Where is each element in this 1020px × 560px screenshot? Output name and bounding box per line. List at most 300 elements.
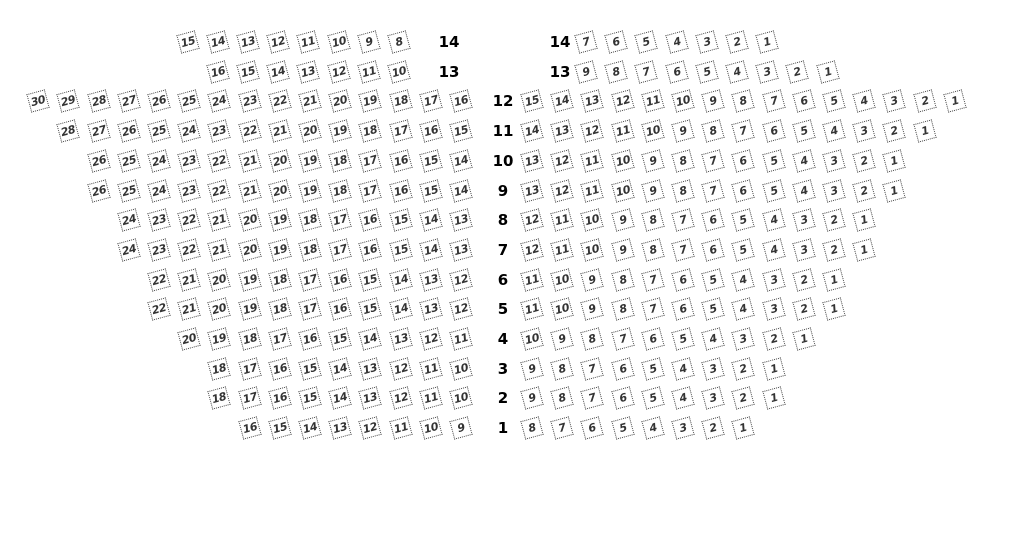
seat[interactable]: 2 [702, 416, 725, 439]
seat[interactable]: 12 [359, 416, 382, 439]
seat[interactable]: 1 [913, 119, 936, 142]
seat[interactable]: 18 [208, 387, 231, 410]
seat[interactable]: 15 [520, 90, 543, 113]
seat[interactable]: 8 [551, 357, 574, 380]
seat[interactable]: 14 [329, 387, 352, 410]
seat[interactable]: 7 [611, 327, 634, 350]
seat[interactable]: 2 [792, 268, 815, 291]
seat[interactable]: 3 [702, 357, 725, 380]
seat[interactable]: 8 [702, 119, 725, 142]
seat[interactable]: 8 [641, 238, 664, 261]
seat[interactable]: 2 [883, 119, 906, 142]
seat[interactable]: 3 [695, 30, 718, 53]
seat[interactable]: 25 [117, 149, 140, 172]
seat[interactable]: 5 [671, 327, 694, 350]
seat[interactable]: 5 [732, 209, 755, 232]
seat[interactable]: 20 [268, 149, 291, 172]
seat[interactable]: 6 [792, 90, 815, 113]
seat[interactable]: 8 [671, 149, 694, 172]
seat[interactable]: 23 [147, 238, 170, 261]
seat[interactable]: 26 [147, 90, 170, 113]
seat[interactable]: 10 [520, 327, 543, 350]
seat[interactable]: 18 [298, 209, 321, 232]
seat[interactable]: 9 [449, 416, 472, 439]
seat[interactable]: 7 [581, 387, 604, 410]
seat[interactable]: 2 [853, 149, 876, 172]
seat[interactable]: 12 [520, 209, 543, 232]
seat[interactable]: 27 [87, 119, 110, 142]
seat[interactable]: 7 [574, 30, 597, 53]
seat[interactable]: 17 [298, 268, 321, 291]
seat[interactable]: 9 [641, 149, 664, 172]
seat[interactable]: 1 [816, 60, 839, 83]
seat[interactable]: 10 [551, 298, 574, 321]
seat[interactable]: 12 [389, 357, 412, 380]
seat[interactable]: 29 [57, 90, 80, 113]
seat[interactable]: 8 [611, 298, 634, 321]
seat[interactable]: 6 [732, 179, 755, 202]
seat[interactable]: 20 [268, 179, 291, 202]
seat[interactable]: 21 [208, 238, 231, 261]
seat[interactable]: 13 [520, 179, 543, 202]
seat[interactable]: 24 [117, 209, 140, 232]
seat[interactable]: 13 [520, 149, 543, 172]
seat[interactable]: 20 [298, 119, 321, 142]
seat[interactable]: 15 [389, 209, 412, 232]
seat[interactable]: 15 [419, 179, 442, 202]
seat[interactable]: 5 [695, 60, 718, 83]
seat[interactable]: 19 [268, 238, 291, 261]
seat[interactable]: 5 [762, 149, 785, 172]
seat[interactable]: 13 [329, 416, 352, 439]
seat[interactable]: 5 [635, 30, 658, 53]
seat[interactable]: 4 [641, 416, 664, 439]
seat[interactable]: 2 [822, 238, 845, 261]
seat[interactable]: 10 [611, 149, 634, 172]
seat[interactable]: 20 [238, 209, 261, 232]
seat[interactable]: 22 [147, 268, 170, 291]
seat[interactable]: 11 [449, 327, 472, 350]
seat[interactable]: 4 [665, 30, 688, 53]
seat[interactable]: 9 [581, 298, 604, 321]
seat[interactable]: 18 [208, 357, 231, 380]
seat[interactable]: 20 [208, 298, 231, 321]
seat[interactable]: 11 [551, 238, 574, 261]
seat[interactable]: 17 [359, 149, 382, 172]
seat[interactable]: 7 [551, 416, 574, 439]
seat[interactable]: 22 [238, 119, 261, 142]
seat[interactable]: 3 [792, 238, 815, 261]
seat[interactable]: 10 [387, 60, 410, 83]
seat[interactable]: 22 [208, 149, 231, 172]
seat[interactable]: 26 [117, 119, 140, 142]
seat[interactable]: 1 [732, 416, 755, 439]
seat[interactable]: 13 [581, 90, 604, 113]
seat[interactable]: 2 [822, 209, 845, 232]
seat[interactable]: 6 [671, 268, 694, 291]
seat[interactable]: 11 [611, 119, 634, 142]
seat[interactable]: 10 [327, 30, 350, 53]
seat[interactable]: 16 [298, 327, 321, 350]
seat[interactable]: 16 [449, 90, 472, 113]
seat[interactable]: 4 [725, 60, 748, 83]
seat[interactable]: 10 [449, 387, 472, 410]
seat[interactable]: 1 [762, 387, 785, 410]
seat[interactable]: 14 [389, 298, 412, 321]
seat[interactable]: 19 [359, 90, 382, 113]
seat[interactable]: 15 [298, 357, 321, 380]
seat[interactable]: 8 [605, 60, 628, 83]
seat[interactable]: 6 [671, 298, 694, 321]
seat[interactable]: 9 [671, 119, 694, 142]
seat[interactable]: 8 [641, 209, 664, 232]
seat[interactable]: 7 [702, 179, 725, 202]
seat[interactable]: 21 [298, 90, 321, 113]
seat[interactable]: 15 [359, 298, 382, 321]
seat[interactable]: 11 [520, 298, 543, 321]
seat[interactable]: 5 [732, 238, 755, 261]
seat[interactable]: 24 [147, 179, 170, 202]
seat[interactable]: 5 [641, 387, 664, 410]
seat[interactable]: 17 [238, 357, 261, 380]
seat[interactable]: 19 [268, 209, 291, 232]
seat[interactable]: 18 [268, 268, 291, 291]
seat[interactable]: 19 [238, 298, 261, 321]
seat[interactable]: 19 [208, 327, 231, 350]
seat[interactable]: 17 [298, 298, 321, 321]
seat[interactable]: 21 [238, 149, 261, 172]
seat[interactable]: 11 [581, 149, 604, 172]
seat[interactable]: 6 [762, 119, 785, 142]
seat[interactable]: 6 [702, 209, 725, 232]
seat[interactable]: 3 [702, 387, 725, 410]
seat[interactable]: 16 [329, 298, 352, 321]
seat[interactable]: 12 [611, 90, 634, 113]
seat[interactable]: 23 [208, 119, 231, 142]
seat[interactable]: 19 [298, 179, 321, 202]
seat[interactable]: 10 [419, 416, 442, 439]
seat[interactable]: 11 [297, 30, 320, 53]
seat[interactable]: 7 [762, 90, 785, 113]
seat[interactable]: 15 [176, 30, 199, 53]
seat[interactable]: 18 [359, 119, 382, 142]
seat[interactable]: 23 [147, 209, 170, 232]
seat[interactable]: 16 [329, 268, 352, 291]
seat[interactable]: 1 [756, 30, 779, 53]
seat[interactable]: 21 [268, 119, 291, 142]
seat[interactable]: 7 [702, 149, 725, 172]
seat[interactable]: 17 [329, 238, 352, 261]
seat[interactable]: 13 [359, 357, 382, 380]
seat[interactable]: 16 [419, 119, 442, 142]
seat[interactable]: 14 [267, 60, 290, 83]
seat[interactable]: 7 [641, 298, 664, 321]
seat[interactable]: 18 [238, 327, 261, 350]
seat[interactable]: 8 [671, 179, 694, 202]
seat[interactable]: 5 [611, 416, 634, 439]
seat[interactable]: 11 [419, 387, 442, 410]
seat[interactable]: 3 [756, 60, 779, 83]
seat[interactable]: 23 [238, 90, 261, 113]
seat[interactable]: 3 [883, 90, 906, 113]
seat[interactable]: 7 [671, 209, 694, 232]
seat[interactable]: 14 [449, 149, 472, 172]
seat[interactable]: 2 [732, 357, 755, 380]
seat[interactable]: 14 [298, 416, 321, 439]
seat[interactable]: 17 [419, 90, 442, 113]
seat[interactable]: 26 [87, 149, 110, 172]
seat[interactable]: 13 [297, 60, 320, 83]
seat[interactable]: 16 [359, 238, 382, 261]
seat[interactable]: 4 [822, 119, 845, 142]
seat[interactable]: 17 [238, 387, 261, 410]
seat[interactable]: 16 [206, 60, 229, 83]
seat[interactable]: 22 [268, 90, 291, 113]
seat[interactable]: 4 [671, 357, 694, 380]
seat[interactable]: 12 [520, 238, 543, 261]
seat[interactable]: 2 [786, 60, 809, 83]
seat[interactable]: 24 [147, 149, 170, 172]
seat[interactable]: 8 [387, 30, 410, 53]
seat[interactable]: 23 [178, 179, 201, 202]
seat[interactable]: 1 [853, 238, 876, 261]
seat[interactable]: 4 [671, 387, 694, 410]
seat[interactable]: 1 [883, 179, 906, 202]
seat[interactable]: 2 [732, 387, 755, 410]
seat[interactable]: 9 [520, 387, 543, 410]
seat[interactable]: 7 [635, 60, 658, 83]
seat[interactable]: 18 [329, 179, 352, 202]
seat[interactable]: 2 [792, 298, 815, 321]
seat[interactable]: 10 [581, 209, 604, 232]
seat[interactable]: 12 [267, 30, 290, 53]
seat[interactable]: 19 [329, 119, 352, 142]
seat[interactable]: 14 [329, 357, 352, 380]
seat[interactable]: 14 [206, 30, 229, 53]
seat[interactable]: 10 [611, 179, 634, 202]
seat[interactable]: 18 [329, 149, 352, 172]
seat[interactable]: 9 [641, 179, 664, 202]
seat[interactable]: 2 [913, 90, 936, 113]
seat[interactable]: 21 [178, 298, 201, 321]
seat[interactable]: 9 [574, 60, 597, 83]
seat[interactable]: 16 [389, 149, 412, 172]
seat[interactable]: 11 [520, 268, 543, 291]
seat[interactable]: 12 [389, 387, 412, 410]
seat[interactable]: 6 [702, 238, 725, 261]
seat[interactable]: 3 [732, 327, 755, 350]
seat[interactable]: 14 [449, 179, 472, 202]
seat[interactable]: 1 [762, 357, 785, 380]
seat[interactable]: 10 [449, 357, 472, 380]
seat[interactable]: 3 [853, 119, 876, 142]
seat[interactable]: 13 [449, 209, 472, 232]
seat[interactable]: 6 [605, 30, 628, 53]
seat[interactable]: 3 [822, 179, 845, 202]
seat[interactable]: 4 [732, 268, 755, 291]
seat[interactable]: 14 [389, 268, 412, 291]
seat[interactable]: 14 [551, 90, 574, 113]
seat[interactable]: 4 [853, 90, 876, 113]
seat[interactable]: 7 [671, 238, 694, 261]
seat[interactable]: 20 [178, 327, 201, 350]
seat[interactable]: 30 [27, 90, 50, 113]
seat[interactable]: 17 [268, 327, 291, 350]
seat[interactable]: 20 [329, 90, 352, 113]
seat[interactable]: 14 [419, 209, 442, 232]
seat[interactable]: 1 [822, 298, 845, 321]
seat[interactable]: 5 [762, 179, 785, 202]
seat[interactable]: 6 [665, 60, 688, 83]
seat[interactable]: 4 [792, 149, 815, 172]
seat[interactable]: 4 [762, 209, 785, 232]
seat[interactable]: 9 [357, 30, 380, 53]
seat[interactable]: 7 [732, 119, 755, 142]
seat[interactable]: 24 [178, 119, 201, 142]
seat[interactable]: 1 [883, 149, 906, 172]
seat[interactable]: 5 [822, 90, 845, 113]
seat[interactable]: 2 [762, 327, 785, 350]
seat[interactable]: 9 [611, 209, 634, 232]
seat[interactable]: 3 [671, 416, 694, 439]
seat[interactable]: 26 [87, 179, 110, 202]
seat[interactable]: 15 [359, 268, 382, 291]
seat[interactable]: 16 [268, 387, 291, 410]
seat[interactable]: 22 [208, 179, 231, 202]
seat[interactable]: 6 [732, 149, 755, 172]
seat[interactable]: 9 [702, 90, 725, 113]
seat[interactable]: 22 [178, 238, 201, 261]
seat[interactable]: 28 [87, 90, 110, 113]
seat[interactable]: 12 [581, 119, 604, 142]
seat[interactable]: 13 [449, 238, 472, 261]
seat[interactable]: 13 [419, 268, 442, 291]
seat[interactable]: 1 [943, 90, 966, 113]
seat[interactable]: 17 [329, 209, 352, 232]
seat[interactable]: 10 [551, 268, 574, 291]
seat[interactable]: 13 [359, 387, 382, 410]
seat[interactable]: 25 [147, 119, 170, 142]
seat[interactable]: 9 [551, 327, 574, 350]
seat[interactable]: 4 [732, 298, 755, 321]
seat[interactable]: 15 [329, 327, 352, 350]
seat[interactable]: 14 [520, 119, 543, 142]
seat[interactable]: 21 [178, 268, 201, 291]
seat[interactable]: 11 [389, 416, 412, 439]
seat[interactable]: 15 [449, 119, 472, 142]
seat[interactable]: 14 [419, 238, 442, 261]
seat[interactable]: 15 [298, 387, 321, 410]
seat[interactable]: 22 [147, 298, 170, 321]
seat[interactable]: 22 [178, 209, 201, 232]
seat[interactable]: 17 [389, 119, 412, 142]
seat[interactable]: 13 [419, 298, 442, 321]
seat[interactable]: 18 [389, 90, 412, 113]
seat[interactable]: 20 [238, 238, 261, 261]
seat[interactable]: 3 [762, 268, 785, 291]
seat[interactable]: 10 [671, 90, 694, 113]
seat[interactable]: 15 [389, 238, 412, 261]
seat[interactable]: 3 [822, 149, 845, 172]
seat[interactable]: 16 [389, 179, 412, 202]
seat[interactable]: 10 [641, 119, 664, 142]
seat[interactable]: 25 [117, 179, 140, 202]
seat[interactable]: 12 [449, 298, 472, 321]
seat[interactable]: 6 [581, 416, 604, 439]
seat[interactable]: 7 [581, 357, 604, 380]
seat[interactable]: 11 [581, 179, 604, 202]
seat[interactable]: 8 [732, 90, 755, 113]
seat[interactable]: 1 [822, 268, 845, 291]
seat[interactable]: 12 [419, 327, 442, 350]
seat[interactable]: 15 [419, 149, 442, 172]
seat[interactable]: 27 [117, 90, 140, 113]
seat[interactable]: 2 [725, 30, 748, 53]
seat[interactable]: 1 [853, 209, 876, 232]
seat[interactable]: 8 [581, 327, 604, 350]
seat[interactable]: 11 [551, 209, 574, 232]
seat[interactable]: 4 [792, 179, 815, 202]
seat[interactable]: 13 [389, 327, 412, 350]
seat[interactable]: 14 [359, 327, 382, 350]
seat[interactable]: 4 [762, 238, 785, 261]
seat[interactable]: 21 [208, 209, 231, 232]
seat[interactable]: 16 [238, 416, 261, 439]
seat[interactable]: 9 [581, 268, 604, 291]
seat[interactable]: 18 [268, 298, 291, 321]
seat[interactable]: 11 [357, 60, 380, 83]
seat[interactable]: 23 [178, 149, 201, 172]
seat[interactable]: 28 [57, 119, 80, 142]
seat[interactable]: 20 [208, 268, 231, 291]
seat[interactable]: 5 [702, 298, 725, 321]
seat[interactable]: 19 [238, 268, 261, 291]
seat[interactable]: 8 [551, 387, 574, 410]
seat[interactable]: 3 [762, 298, 785, 321]
seat[interactable]: 6 [641, 327, 664, 350]
seat[interactable]: 6 [611, 357, 634, 380]
seat[interactable]: 12 [327, 60, 350, 83]
seat[interactable]: 5 [641, 357, 664, 380]
seat[interactable]: 17 [359, 179, 382, 202]
seat[interactable]: 8 [611, 268, 634, 291]
seat[interactable]: 21 [238, 179, 261, 202]
seat[interactable]: 18 [298, 238, 321, 261]
seat[interactable]: 12 [551, 179, 574, 202]
seat[interactable]: 24 [117, 238, 140, 261]
seat[interactable]: 16 [268, 357, 291, 380]
seat[interactable]: 15 [268, 416, 291, 439]
seat[interactable]: 9 [520, 357, 543, 380]
seat[interactable]: 25 [178, 90, 201, 113]
seat[interactable]: 9 [611, 238, 634, 261]
seat[interactable]: 2 [853, 179, 876, 202]
seat[interactable]: 1 [792, 327, 815, 350]
seat[interactable]: 5 [702, 268, 725, 291]
seat[interactable]: 13 [551, 119, 574, 142]
seat[interactable]: 12 [449, 268, 472, 291]
seat[interactable]: 5 [792, 119, 815, 142]
seat[interactable]: 15 [236, 60, 259, 83]
seat[interactable]: 13 [236, 30, 259, 53]
seat[interactable]: 19 [298, 149, 321, 172]
seat[interactable]: 11 [419, 357, 442, 380]
seat[interactable]: 6 [611, 387, 634, 410]
seat[interactable]: 10 [581, 238, 604, 261]
seat[interactable]: 11 [641, 90, 664, 113]
seat[interactable]: 12 [551, 149, 574, 172]
seat[interactable]: 16 [359, 209, 382, 232]
